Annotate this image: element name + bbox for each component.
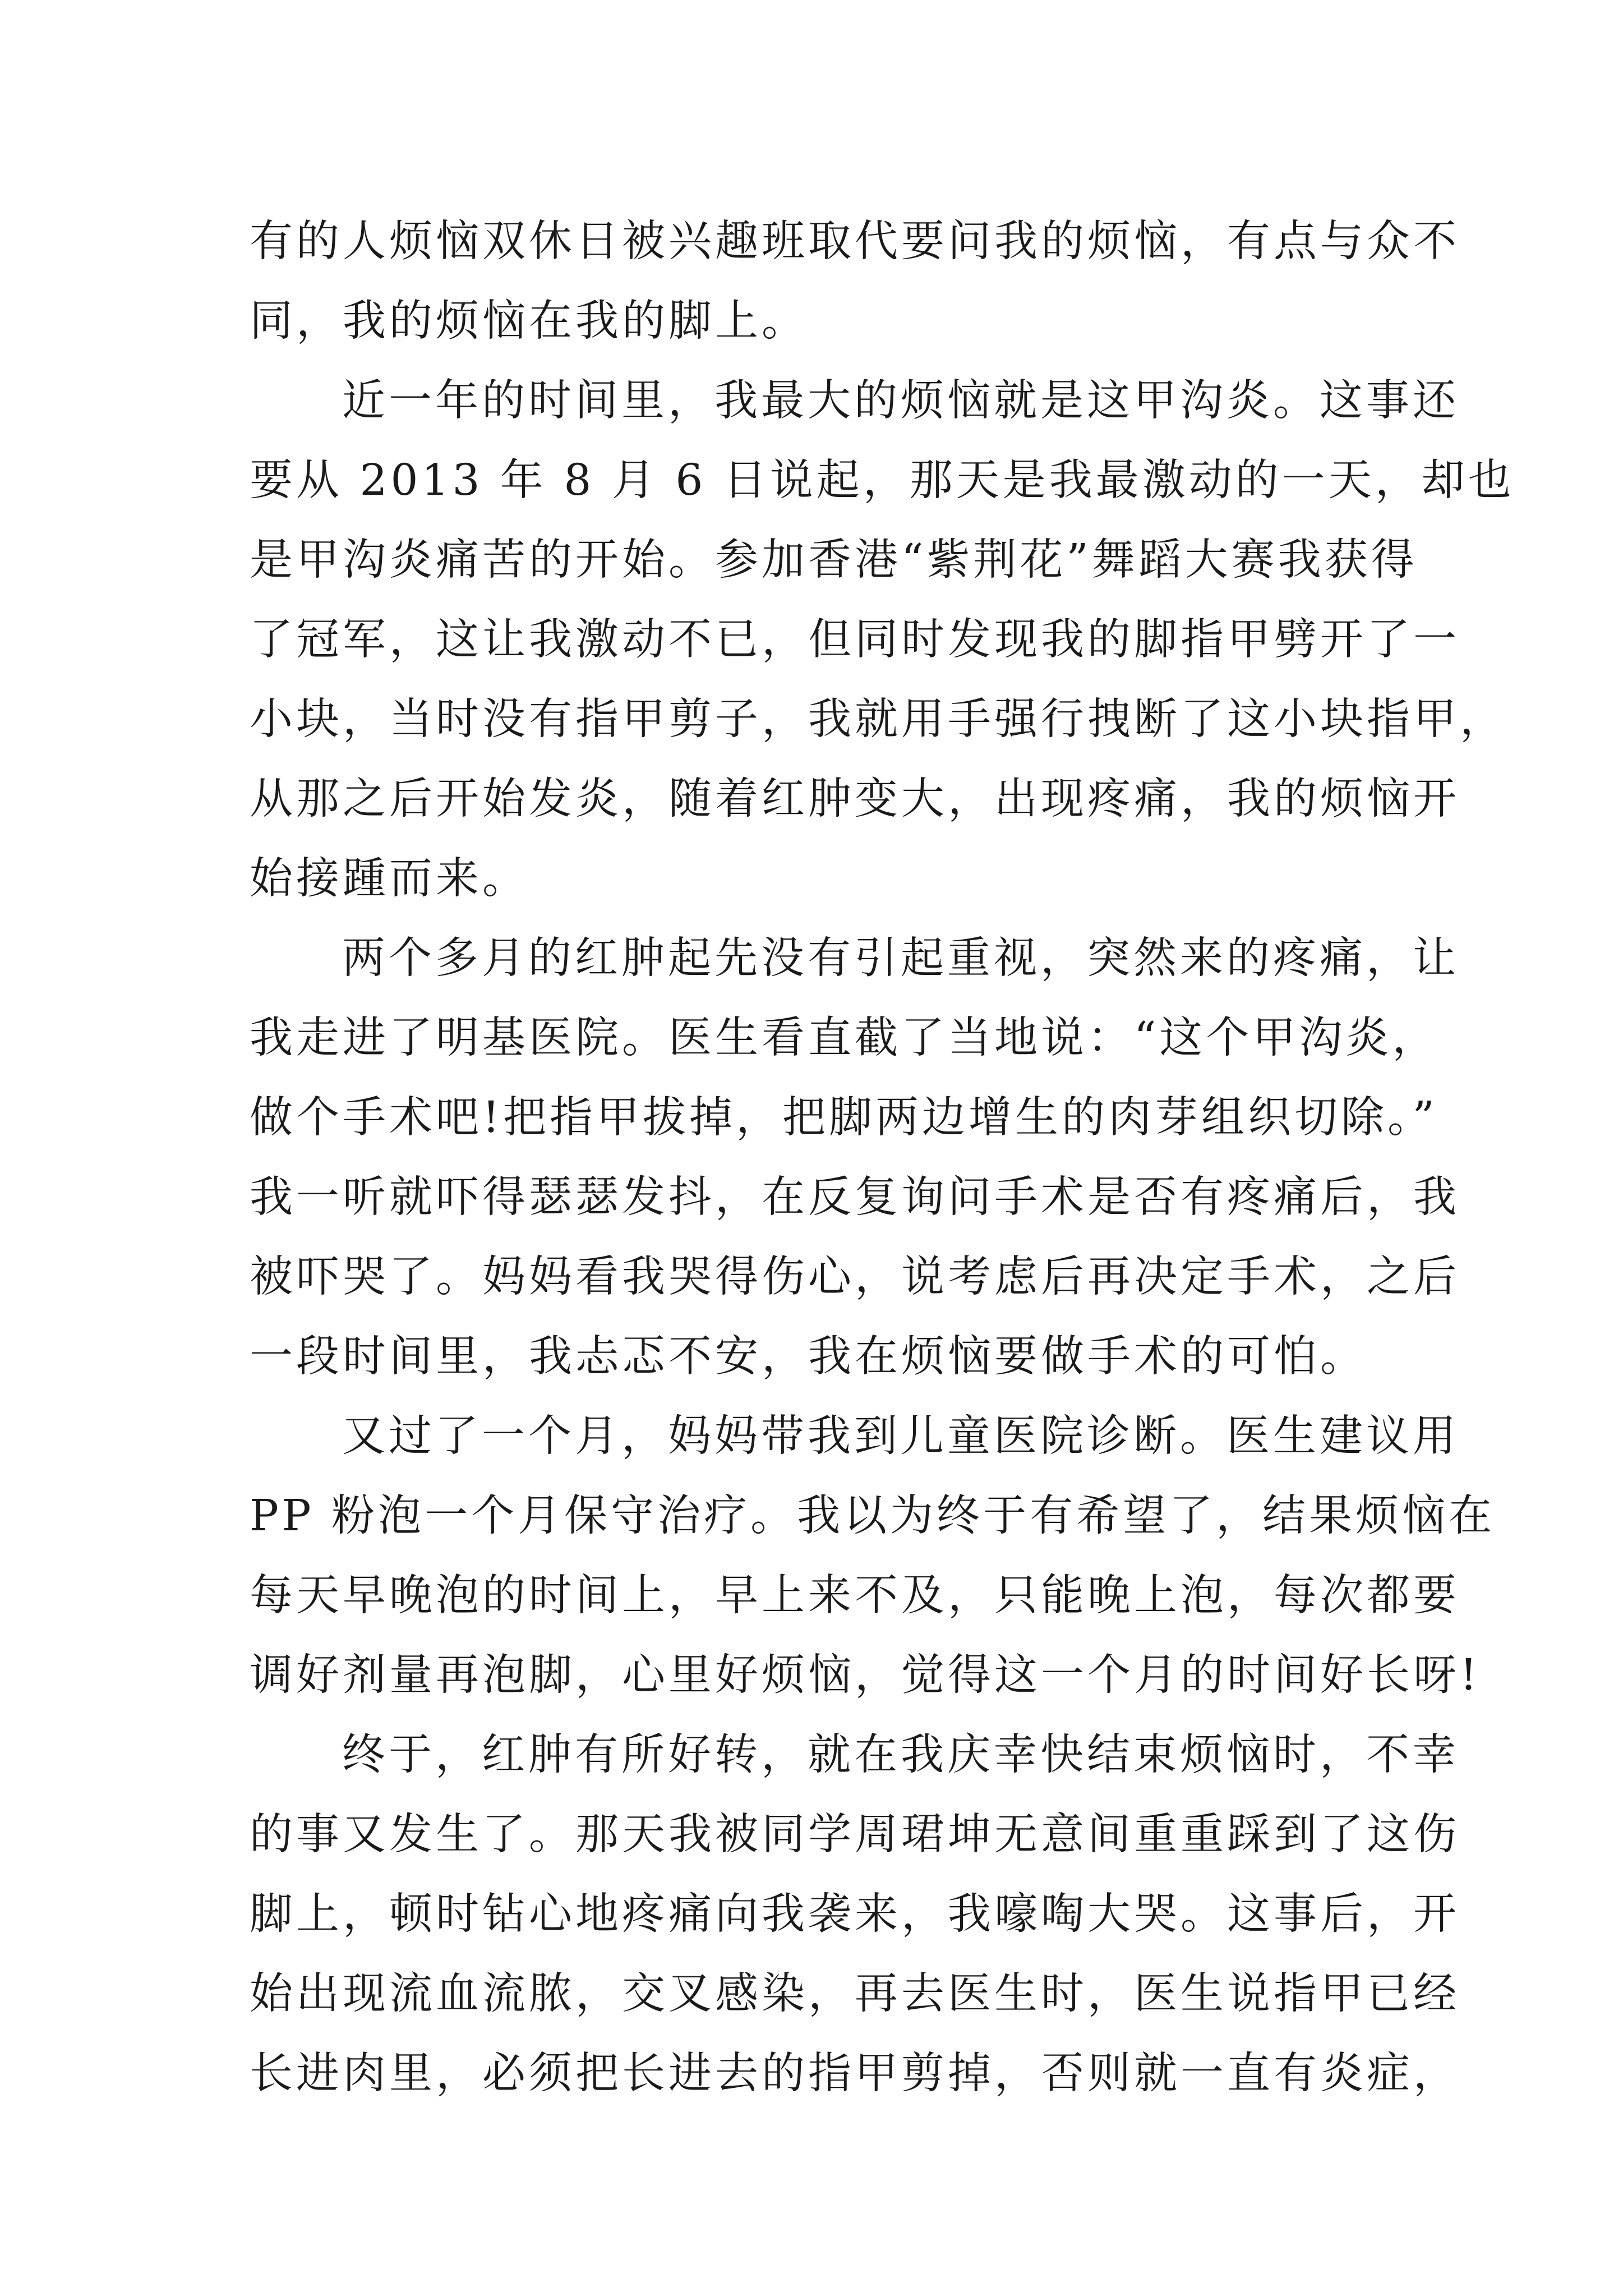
text-line: PP 粉泡一个月保守治疗。我以为终于有希望了，结果烦恼在 (250, 1491, 1496, 1541)
text-line: 是甲沟炎痛苦的开始。参加香港“紫荆花”舞蹈大赛我获得 (250, 535, 1418, 585)
text-line: 小块，当时没有指甲剪子，我就用手强行拽断了这小块指甲， (250, 694, 1506, 744)
text-line: 我走进了明基医院。医生看直截了当地说：“这个甲沟炎， (250, 1013, 1439, 1063)
text-line: 始接踵而来。 (250, 854, 529, 904)
text-line: 脚上，顿时钻心地疼痛向我袭来，我嚎啕大哭。这事后，开 (250, 1889, 1460, 1939)
paragraph-first-line: 近一年的时间里，我最大的烦恼就是这甲沟炎。这事还 (342, 376, 1459, 426)
essay-body (250, 202, 1515, 2114)
text-line: 一段时间里，我忐忑不安，我在烦恼要做手术的可怕。 (250, 1332, 1367, 1382)
text-line: 的事又发生了。那天我被同学周珺坤无意间重重踩到了这伤 (250, 1810, 1460, 1860)
paragraph-first-line: 终于，红肿有所好转，就在我庆幸快结束烦恼时，不幸 (342, 1730, 1459, 1780)
text-line: 始出现流血流脓，交叉感染，再去医生时，医生说指甲已经 (250, 1969, 1460, 2019)
text-line: 从那之后开始发炎，随着红肿变大，出现疼痛，我的烦恼开 (250, 774, 1460, 824)
text-line: 我一听就吓得瑟瑟发抖，在反复询问手术是否有疼痛后，我 (250, 1172, 1460, 1222)
text-line: 要从 2013 年 8 月 6 日说起，那天是我最激动的一天，却也 (250, 455, 1515, 505)
text-line: 做个手术吧!把指甲拔掉，把脚两边增生的肉芽组织切除。” (250, 1093, 1438, 1143)
paragraph-first-line: 又过了一个月，妈妈带我到儿童医院诊断。医生建议用 (342, 1411, 1459, 1461)
paragraph-first-line: 两个多月的红肿起先没有引起重视，突然来的疼痛，让 (342, 933, 1459, 983)
text-line: 了冠军，这让我激动不已，但同时发现我的脚指甲劈开了一 (250, 615, 1460, 665)
text-line: 长进肉里，必须把长进去的指甲剪掉，否则就一直有炎症， (250, 2049, 1460, 2099)
text-line: 有的人烦恼双休日被兴趣班取代要问我的烦恼，有点与众不 (250, 217, 1460, 266)
text-line: 调好剂量再泡脚，心里好烦恼，觉得这一个月的时间好长呀! (250, 1650, 1481, 1700)
text-line: 每天早晚泡的时间上，早上来不及，只能晚上泡，每次都要 (250, 1571, 1460, 1621)
text-line: 被吓哭了。妈妈看我哭得伤心，说考虑后再决定手术，之后 (250, 1252, 1460, 1302)
text-line: 同，我的烦恼在我的脚上。 (250, 296, 808, 346)
